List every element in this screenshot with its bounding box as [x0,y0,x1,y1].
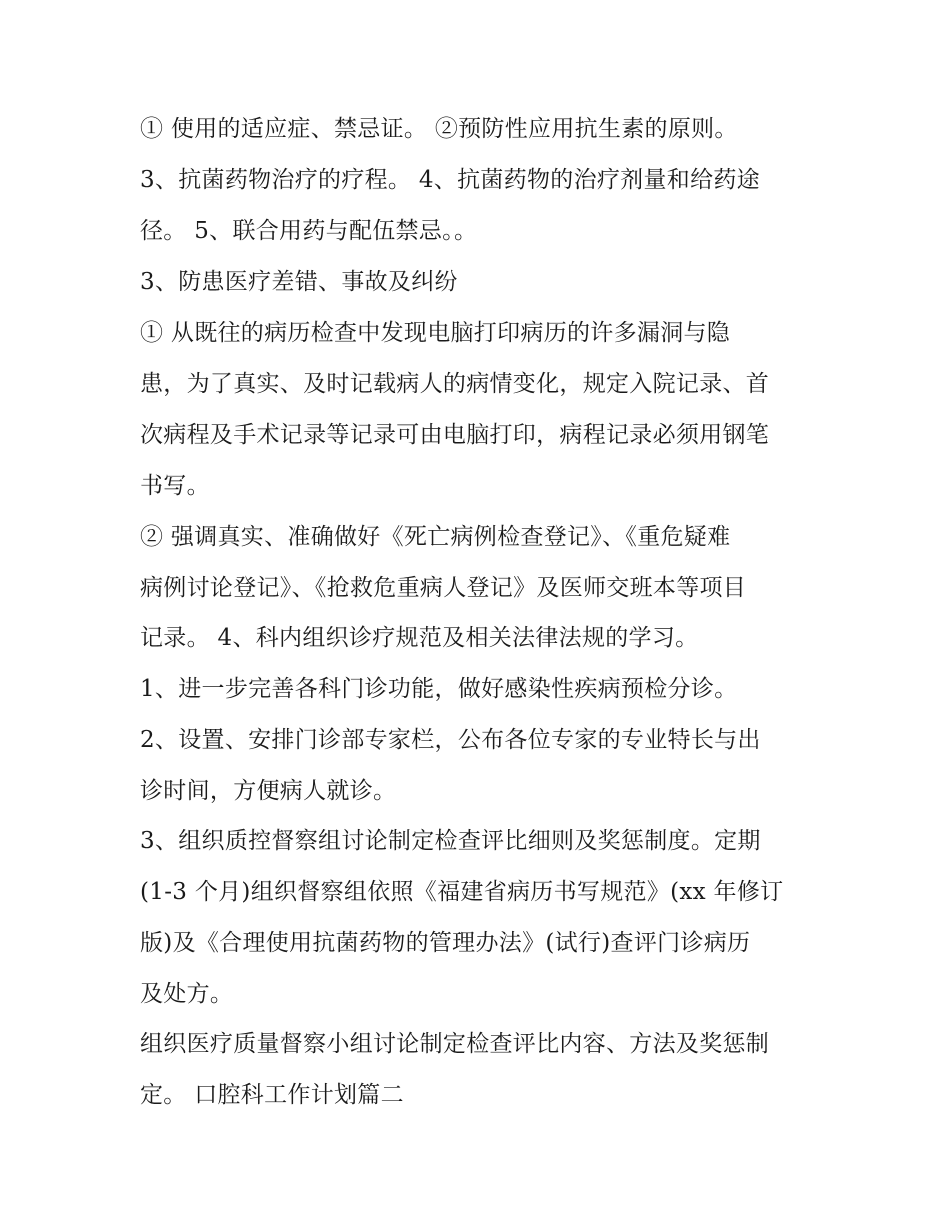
text-line: 次病程及手术记录等记录可由电脑打印，病程记录必须用钢笔 [140,422,770,448]
text-line: 2、设置、安排门诊部专家栏，公布各位专家的专业特长与出 [140,727,761,753]
text-line: 诊时间，方便病人就诊。 [140,778,397,804]
text-line: 记录。 4、科内组织诊疗规范及相关法律法规的学习。 [140,625,699,651]
text-line: 定。 口腔科工作计划篇二 [140,1082,404,1108]
text-line: 及处方。 [140,981,234,1007]
text-line: 书写。 [140,473,210,499]
text-line: 病例讨论登记》、《抢救危重病人登记》及医师交班本等项目 [140,575,747,601]
text-line: ② 强调真实、准确做好《死亡病例检查登记》、《重危疑难 [140,524,731,550]
text-line: (1-3 个月)组织督察组依照《福建省病历书写规范》(xx 年修订 [140,879,784,905]
text-line: 径。 5、联合用药与配伍禁忌。。 [140,218,478,244]
text-line: 3、组织质控督察组讨论制定检查评比细则及奖惩制度。定期 [140,828,761,854]
text-line: ① 从既往的病历检查中发现电脑打印病历的许多漏洞与隐 [140,320,731,346]
section-heading: 3、防患医疗差错、事故及纠纷 [140,269,458,295]
text-line: 版)及《合理使用抗菌药物的管理办法》(试行)查评门诊病历 [140,930,751,956]
text-line: ① 使用的适应症、禁忌证。 ②预防性应用抗生素的原则。 [140,116,738,142]
text-line: 患，为了真实、及时记载病人的病情变化，规定入院记录、首 [140,371,770,397]
text-line: 1、进一步完善各科门诊功能，做好感染性疾病预检分诊。 [140,676,738,702]
text-line: 组织医疗质量督察小组讨论制定检查评比内容、方法及奖惩制 [140,1031,770,1057]
text-line: 3、抗菌药物治疗的疗程。 4、抗菌药物的治疗剂量和给药途 [140,167,760,193]
